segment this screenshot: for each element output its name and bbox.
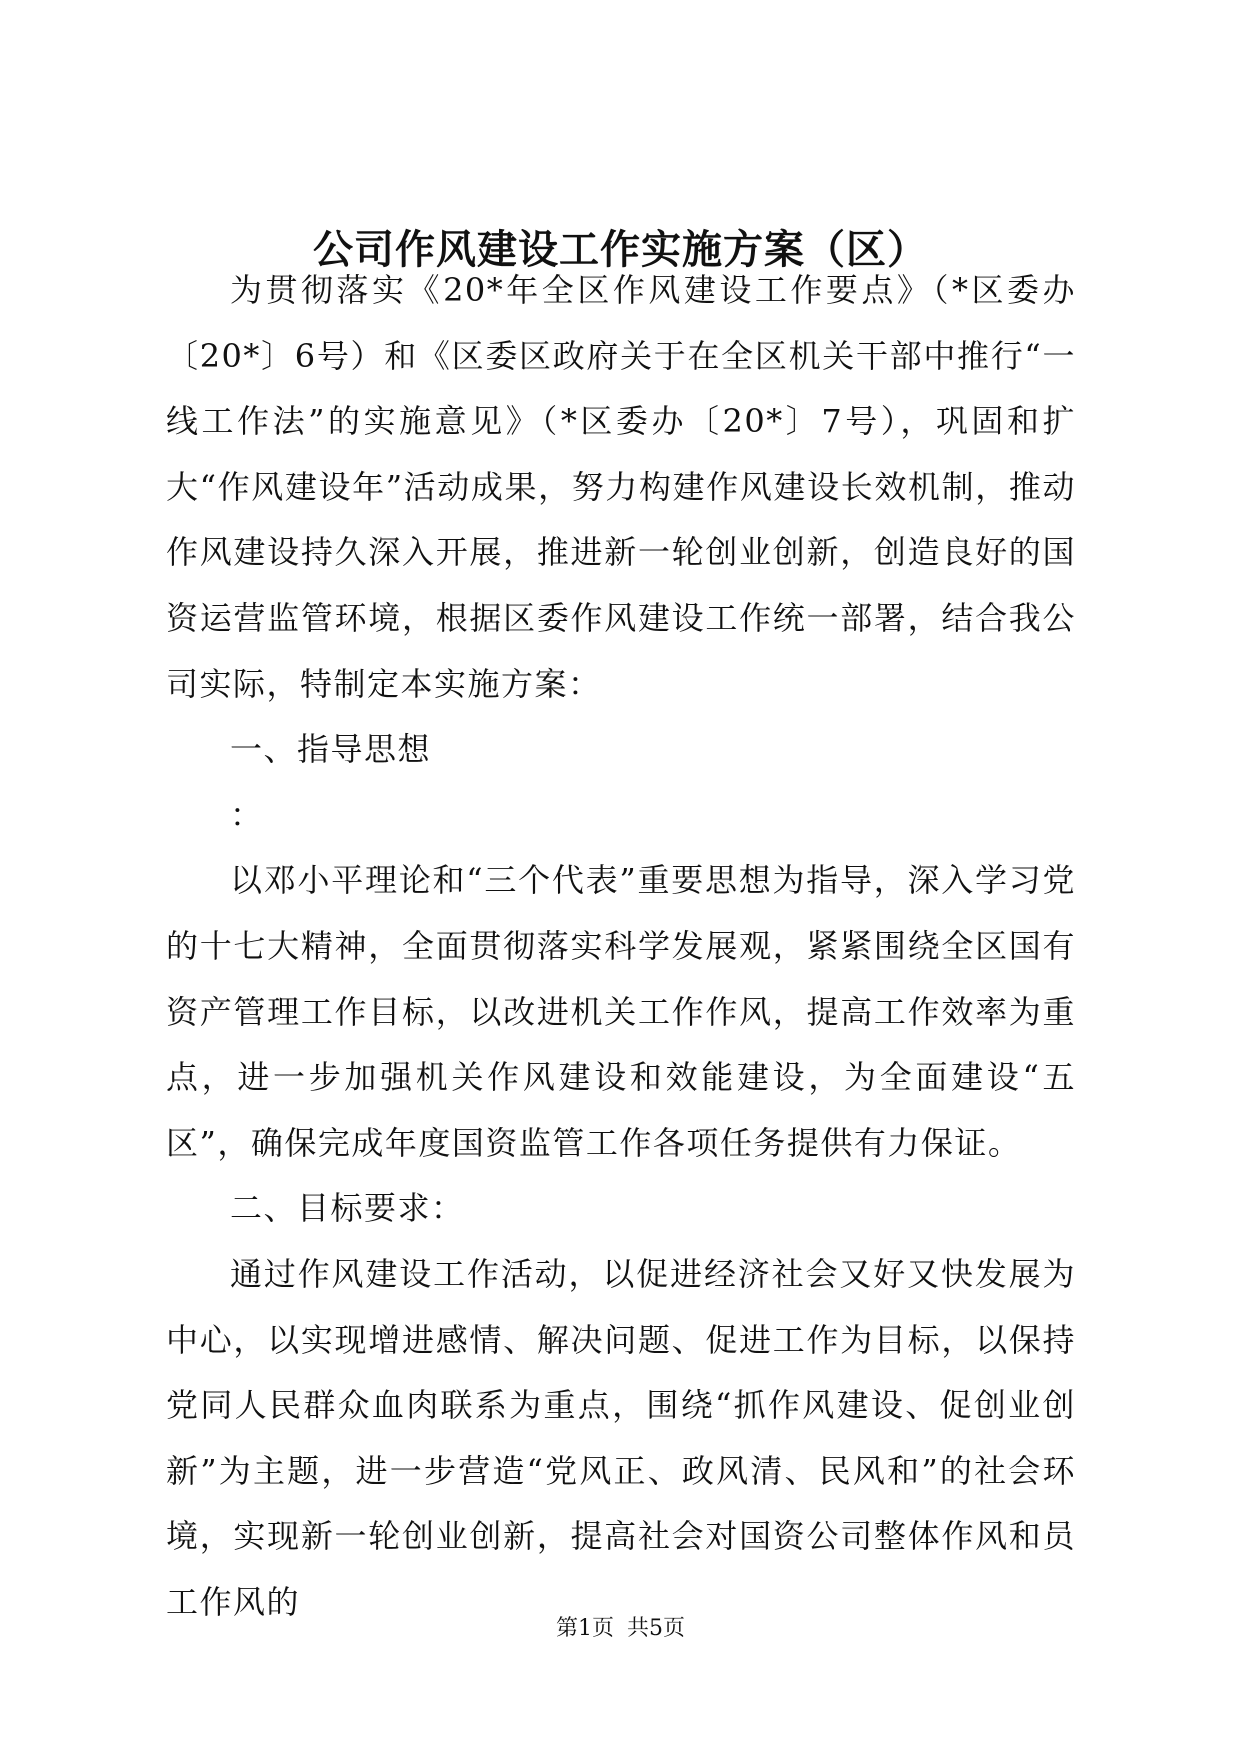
section-heading-objectives: 二、目标要求： xyxy=(230,1189,465,1228)
page-number: 第1页 xyxy=(556,1616,614,1641)
document-title: 公司作风建设工作实施方案（区） xyxy=(313,226,928,273)
objectives-paragraph: 通过作风建设工作活动，以促进经济社会又好又快发展为中心，以实现增进感情、解决问题、促进工作为目标，以保持党同人民群众血肉联系为重点，围绕“抓作风建设、促创业创新”为主题，进一步营造“党风正、政风清、民风和”的社会环境，实现新一轮创业创新，提高社会对国资公司整体作风和员工作风的 xyxy=(166,1254,1076,1621)
intro-paragraph: 为贯彻落实《20*年全区作风建设工作要点》（*区委办〔20*〕6号）和《区委区政府关于在全区机关干部中推行“一线工作法”的实施意见》（*区委办〔20*〕7号），巩固和扩大“作风建设年”活动成果，努力构建作风建设长效机制，推动作风建设持久深入开展，推进新一轮创业创新，创造良好的国资运营监管环境，根据区委作风建设工作统一部署，结合我公司实际，特制定本实施方案： xyxy=(166,271,1076,703)
guiding-ideology-paragraph: 以邓小平理论和“三个代表”重要思想为指导，深入学习党的十七大精神，全面贯彻落实科学发展观，紧紧围绕全区国有资产管理工作目标，以改进机关工作作风，提高工作效率为重点，进一步加强机关作风建设和效能建设，为全面建设“五区”，确保完成年度国资监管工作各项任务提供有力保证。 xyxy=(166,861,1076,1162)
page-total: 共5页 xyxy=(627,1616,685,1641)
section-colon: ： xyxy=(230,795,263,834)
page-footer xyxy=(0,1614,1241,1644)
section-heading-guiding-ideology: 一、指导思想 xyxy=(230,730,432,769)
document-body xyxy=(166,258,1076,1635)
